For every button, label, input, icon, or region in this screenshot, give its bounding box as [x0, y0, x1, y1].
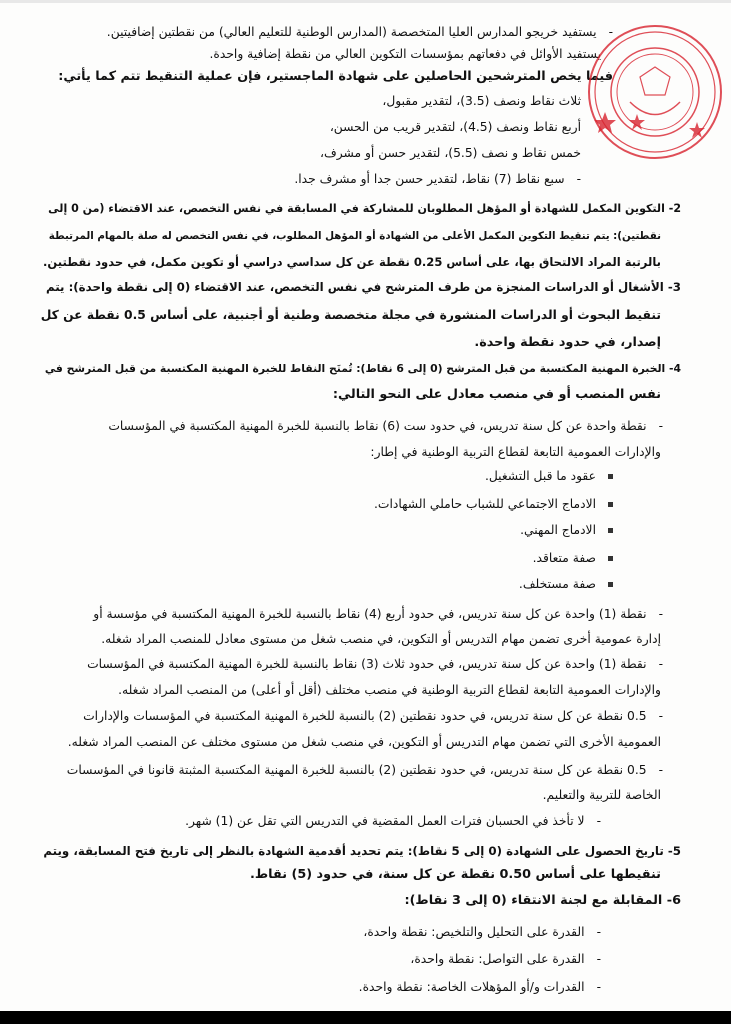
experience-item-1: - نقطة واحدة عن كل سنة تدريس، في حدود ست (6) نقاط بالنسبة للخبرة المهنية المكتسبة في المؤسسات [108, 418, 663, 434]
section-3-line: 3- الأشغال أو الدراسات المنجزة من طرف المترشح في نفس التخصص، عند الاقتضاء (0 إلى نقطة واحدة): يتم [45, 280, 681, 294]
magister-item: ثلاث نقاط ونصف (3.5)، لتقدير مقبول، [382, 94, 581, 108]
section-5-line: 5- تاريخ الحصول على الشهادة (0 إلى 5 نقاط): يتم تحديد أقدمية الشهادة بالنظر إلى تاريخ فتح المسابقة، ويتم [43, 844, 681, 858]
section-2-line: نقطتين): يتم تنقيط التكوين المكمل الأعلى من الشهادة أو المؤهل المطلوب، في نفس التخصص له صلة بالمهام المرتبطة [48, 230, 661, 242]
framework-item: الادماج المهني. [520, 522, 613, 538]
experience-item-3: والإدارات العمومية التابعة لقطاع التربية الوطنية في منصب مختلف (أقل أو أعلى) من المنصب المراد شغله. [118, 683, 661, 697]
section-3-line: إصدار، في حدود نقطة واحدة. [474, 335, 661, 350]
magister-item: خمس نقاط و نصف (5.5)، لتقدير حسن أو مشرف، [320, 146, 581, 160]
interview-item: - القدرة على التواصل: نقطة واحدة، [410, 951, 601, 967]
bonus-line-2: يستفيد الأوائل في دفعاتهم بمؤسسات التكوين العالي من نقطة إضافية واحدة. [209, 47, 601, 61]
section-5-line: تنقيطها على أساس 0.50 نقطة عن كل سنة، في حدود (5) نقاط. [250, 867, 661, 882]
magister-item: أربع نقاط ونصف (4.5)، لتقدير قريب من الحسن، [329, 120, 581, 134]
experience-item-4: - 0.5 نقطة عن كل سنة تدريس، في حدود نقطتين (2) بالنسبة للخبرة المهنية المكتسبة في المؤسسات والإدارات [83, 708, 663, 724]
section-6-heading: 6- المقابلة مع لجنة الانتقاء (0 إلى 3 نقاط): [404, 893, 681, 908]
bonus-line-1: - يستفيد خريجو المدارس العليا المتخصصة (المدارس الوطنية للتعليم العالي) من نقطتين إضافيتين. [107, 24, 613, 40]
experience-item-2: - نقطة (1) واحدة عن كل سنة تدريس، في حدود أربع (4) نقاط بالنسبة للخبرة المهنية المكتسبة في مؤسسة أو [93, 606, 663, 622]
section-3-line: تنقيط البحوث أو الدراسات المنشورة في مجلة متخصصة وطنية أو أجنبية، على أساس 0.5 نقطة عن كل [40, 308, 661, 322]
framework-item: الادماج الاجتماعي للشباب حاملي الشهادات. [374, 496, 613, 512]
framework-item: صفة مستخلف. [519, 576, 613, 592]
magister-heading: فيما يخص المترشحين الحاصلين على شهادة الماجستير، فإن عملية التنقيط تتم كما يأتي: [58, 69, 613, 84]
bottom-black-bar [0, 1011, 731, 1024]
experience-item-3: - نقطة (1) واحدة عن كل سنة تدريس، في حدود ثلاث (3) نقاط بالنسبة للخبرة المهنية المكتسبة في المؤسسات [87, 656, 663, 672]
section-4-line: نفس المنصب أو في منصب معادل على النحو التالي: [332, 387, 661, 402]
interview-item: - القدرات و/أو المؤهلات الخاصة: نقطة واحدة. [359, 979, 601, 995]
experience-item-6: - لا تأخذ في الحسبان فترات العمل المقضية في التدريس التي تقل عن (1) شهر. [185, 813, 601, 829]
section-4-line: 4- الخبرة المهنية المكتسبة من قبل المترشح (0 إلى 6 نقاط): تُمنَح النقاط للخبرة المهنية المكتسبة من قبل المترشح في [44, 362, 681, 375]
framework-item: عقود ما قبل التشغيل. [485, 468, 613, 484]
section-2-line: 2- التكوين المكمل للشهادة أو المؤهل المطلوبان للمشاركة في المسابقة في نفس التخصص، عند الاقتضاء (من 0 إلى [48, 202, 681, 215]
experience-item-5: - 0.5 نقطة عن كل سنة تدريس، في حدود نقطتين (2) بالنسبة للخبرة المهنية المكتسبة المثبتة قانونا في المؤسسات [67, 762, 663, 778]
experience-item-2: إدارة عمومية أخرى تضمن مهام التدريس أو التكوين، في منصب شغل من مستوى معادل للمنصب المراد شغله. [101, 632, 661, 646]
interview-item: - القدرة على التحليل والتلخيص: نقطة واحدة، [363, 924, 601, 940]
magister-item: - سبع نقاط (7) نقاط، لتقدير حسن جدا أو مشرف جدا. [294, 171, 581, 187]
experience-item-1: والإدارات العمومية التابعة لقطاع التربية الوطنية في إطار: [370, 445, 661, 459]
framework-item: صفة متعاقد. [533, 550, 613, 566]
experience-item-4: العمومية الأخرى التي تضمن مهام التدريس أو التكوين، في منصب شغل من مستوى مختلف عن المنصب المراد شغله. [67, 735, 661, 749]
experience-item-5: الخاصة للتربية والتعليم. [542, 788, 661, 802]
section-2-line: بالرتبة المراد الالتحاق بها، على أساس 0.25 نقطة عن كل سداسي دراسي أو تكوين مكمل، في حدود نقطتين. [42, 255, 661, 269]
